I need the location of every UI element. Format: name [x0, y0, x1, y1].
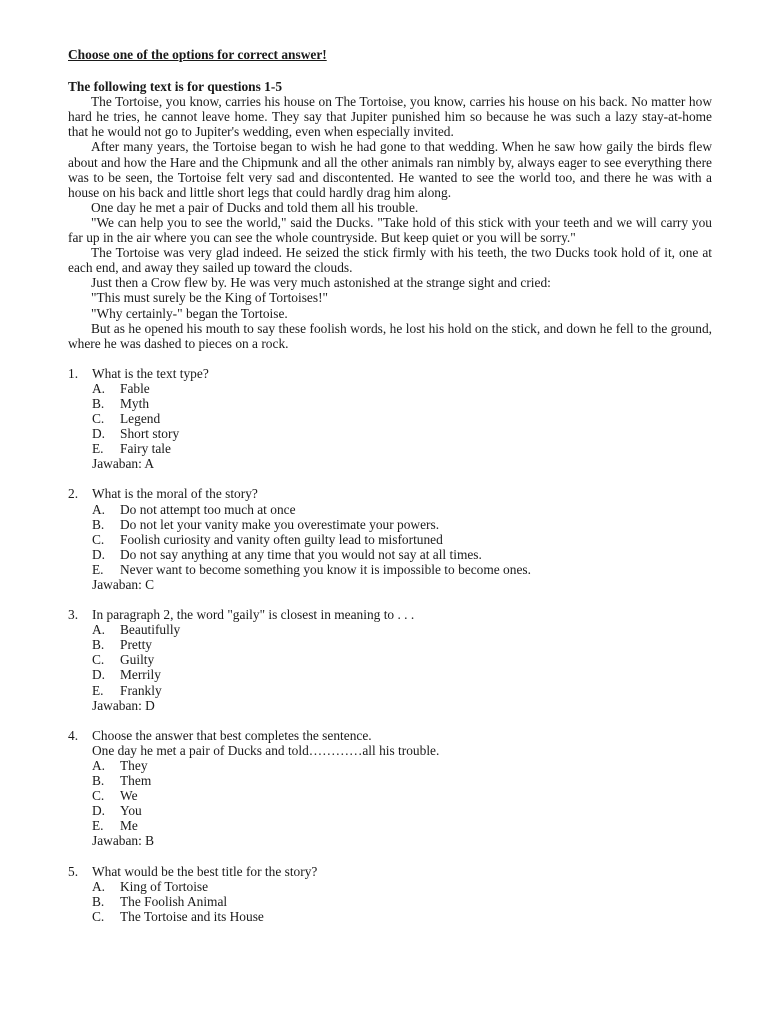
option-d	[92, 426, 712, 441]
reading-passage	[68, 94, 712, 351]
option-text: Legend	[120, 411, 161, 427]
option-letter: B.	[92, 516, 105, 532]
option-text: King of Tortoise	[120, 878, 209, 894]
option-c	[92, 652, 712, 667]
option-letter: D.	[92, 667, 106, 683]
option-text: Myth	[120, 395, 150, 411]
instruction-heading: Choose one of the options for correct answer!	[68, 47, 327, 62]
option-text: Frankly	[120, 682, 162, 698]
question-5	[68, 864, 712, 924]
option-text: Do not let your vanity make you overestimate your powers.	[120, 516, 440, 532]
option-text: Merrily	[120, 667, 161, 683]
answer-key: Jawaban: D	[92, 697, 155, 713]
option-letter: A.	[92, 878, 106, 894]
option-text: They	[120, 757, 148, 773]
option-text: The Foolish Animal	[120, 893, 228, 909]
option-text: Pretty	[120, 637, 152, 653]
option-text: Them	[120, 773, 152, 789]
option-text: You	[120, 803, 142, 819]
option-letter: B.	[92, 893, 105, 909]
option-text: Foolish curiosity and vanity often guilty lead to misfortuned	[120, 531, 443, 547]
question-text: What would be the best title for the story?	[92, 863, 318, 879]
option-b	[92, 773, 712, 788]
option-letter: A.	[92, 380, 106, 396]
option-b	[92, 637, 712, 652]
question-number: 5.	[68, 863, 79, 879]
option-a	[92, 381, 712, 396]
option-d	[92, 667, 712, 682]
option-letter: D.	[92, 803, 106, 819]
option-e	[92, 683, 712, 698]
option-a	[92, 758, 712, 773]
question-sentence: One day he met a pair of Ducks and told…………all his trouble.	[92, 742, 440, 758]
option-c	[92, 788, 712, 803]
passage-paragraph: One day he met a pair of Ducks and told them all his trouble.	[91, 199, 419, 215]
question-text: What is the text type?	[92, 365, 209, 381]
option-letter: A.	[92, 757, 106, 773]
option-letter: C.	[92, 652, 105, 668]
passage-paragraph: The Tortoise was very glad indeed. He seized the stick firmly with his teeth, the two Ducks took hold of it, one at each end, and away they sailed up toward the clouds.	[68, 245, 712, 276]
option-letter: E.	[92, 441, 104, 457]
passage-paragraph: After many years, the Tortoise began to wish he had gone to that wedding. When he saw how gaily the birds flew about and how the Hare and the Chipmunk and all the other animals ran nimbly by, always eager to see everything there was to be seen, the Tortoise felt very sad and discontented. He wanted to see the world too, and there he was with a house on his back and little short legs that could hardly drag him along.	[68, 139, 712, 200]
answer-key: Jawaban: C	[92, 577, 155, 592]
option-letter: C.	[92, 531, 105, 547]
option-b	[92, 894, 712, 909]
option-text: Me	[120, 818, 138, 834]
document-page	[68, 47, 712, 924]
question-4	[68, 728, 712, 849]
option-b	[92, 517, 712, 532]
option-letter: C.	[92, 411, 105, 427]
option-d	[92, 803, 712, 818]
passage-paragraph: The Tortoise, you know, carries his house on The Tortoise, you know, carries his house on his back. No matter how hard he tries, he cannot leave home. They say that Jupiter punished him so because he was such a lazy stay-at-home that he would not go to Jupiter's wedding, even when especially invited.	[68, 94, 712, 140]
passage-paragraph: Just then a Crow flew by. He was very much astonished at the strange sight and cried:	[91, 275, 551, 291]
option-c	[92, 909, 712, 924]
option-letter: A.	[92, 501, 106, 517]
option-text: Do not attempt too much at once	[120, 501, 296, 517]
passage-heading: The following text is for questions 1-5	[68, 79, 283, 95]
option-d	[92, 547, 712, 562]
option-text: Never want to become something you know it is impossible to become ones.	[120, 561, 531, 577]
option-text: Short story	[120, 426, 180, 442]
option-text: Do not say anything at any time that you would not say at all times.	[120, 546, 482, 562]
option-letter: E.	[92, 818, 104, 834]
answer-key: Jawaban: B	[92, 833, 155, 849]
question-number: 3.	[68, 607, 79, 623]
option-letter: B.	[92, 773, 105, 789]
option-c	[92, 411, 712, 426]
question-2	[68, 486, 712, 592]
option-c	[92, 532, 712, 547]
question-3	[68, 607, 712, 713]
passage-paragraph: "This must surely be the King of Tortoises!"	[91, 290, 328, 306]
option-letter: C.	[92, 908, 105, 924]
option-a	[92, 502, 712, 517]
option-letter: A.	[92, 622, 106, 638]
option-e	[92, 818, 712, 833]
question-1	[68, 366, 712, 472]
option-text: Fable	[120, 380, 150, 396]
option-letter: D.	[92, 426, 106, 442]
option-text: Guilty	[120, 652, 155, 668]
question-text: Choose the answer that best completes the sentence.	[92, 727, 372, 743]
passage-paragraph: "Why certainly-" began the Tortoise.	[91, 305, 288, 321]
option-a	[92, 622, 712, 637]
option-text: Beautifully	[120, 622, 181, 638]
option-letter: B.	[92, 395, 105, 411]
answer-key: Jawaban: A	[92, 456, 155, 472]
question-text: In paragraph 2, the word "gaily" is closest in meaning to . . .	[92, 607, 415, 623]
passage-paragraph: "We can help you to see the world," said the Ducks. "Take hold of this stick with your teeth and we will carry you far up in the air where you can see the whole countryside. But keep quiet or you will be sorry."	[68, 214, 712, 246]
question-number: 1.	[68, 365, 79, 381]
question-number: 2.	[68, 486, 79, 502]
passage-paragraph: But as he opened his mouth to say these foolish words, he lost his hold on the stick, and down he fell to the ground, where he was dashed to pieces on a rock.	[68, 320, 712, 351]
option-text: We	[120, 788, 138, 804]
option-text: Fairy tale	[120, 441, 171, 457]
option-a	[92, 879, 712, 894]
option-e	[92, 441, 712, 456]
option-e	[92, 562, 712, 577]
question-text: What is the moral of the story?	[92, 486, 258, 502]
option-letter: E.	[92, 682, 104, 698]
question-number: 4.	[68, 727, 79, 743]
option-letter: D.	[92, 546, 106, 562]
option-text: The Tortoise and its House	[120, 908, 264, 924]
option-letter: C.	[92, 788, 105, 804]
option-letter: E.	[92, 561, 104, 577]
option-b	[92, 396, 712, 411]
option-letter: B.	[92, 637, 105, 653]
